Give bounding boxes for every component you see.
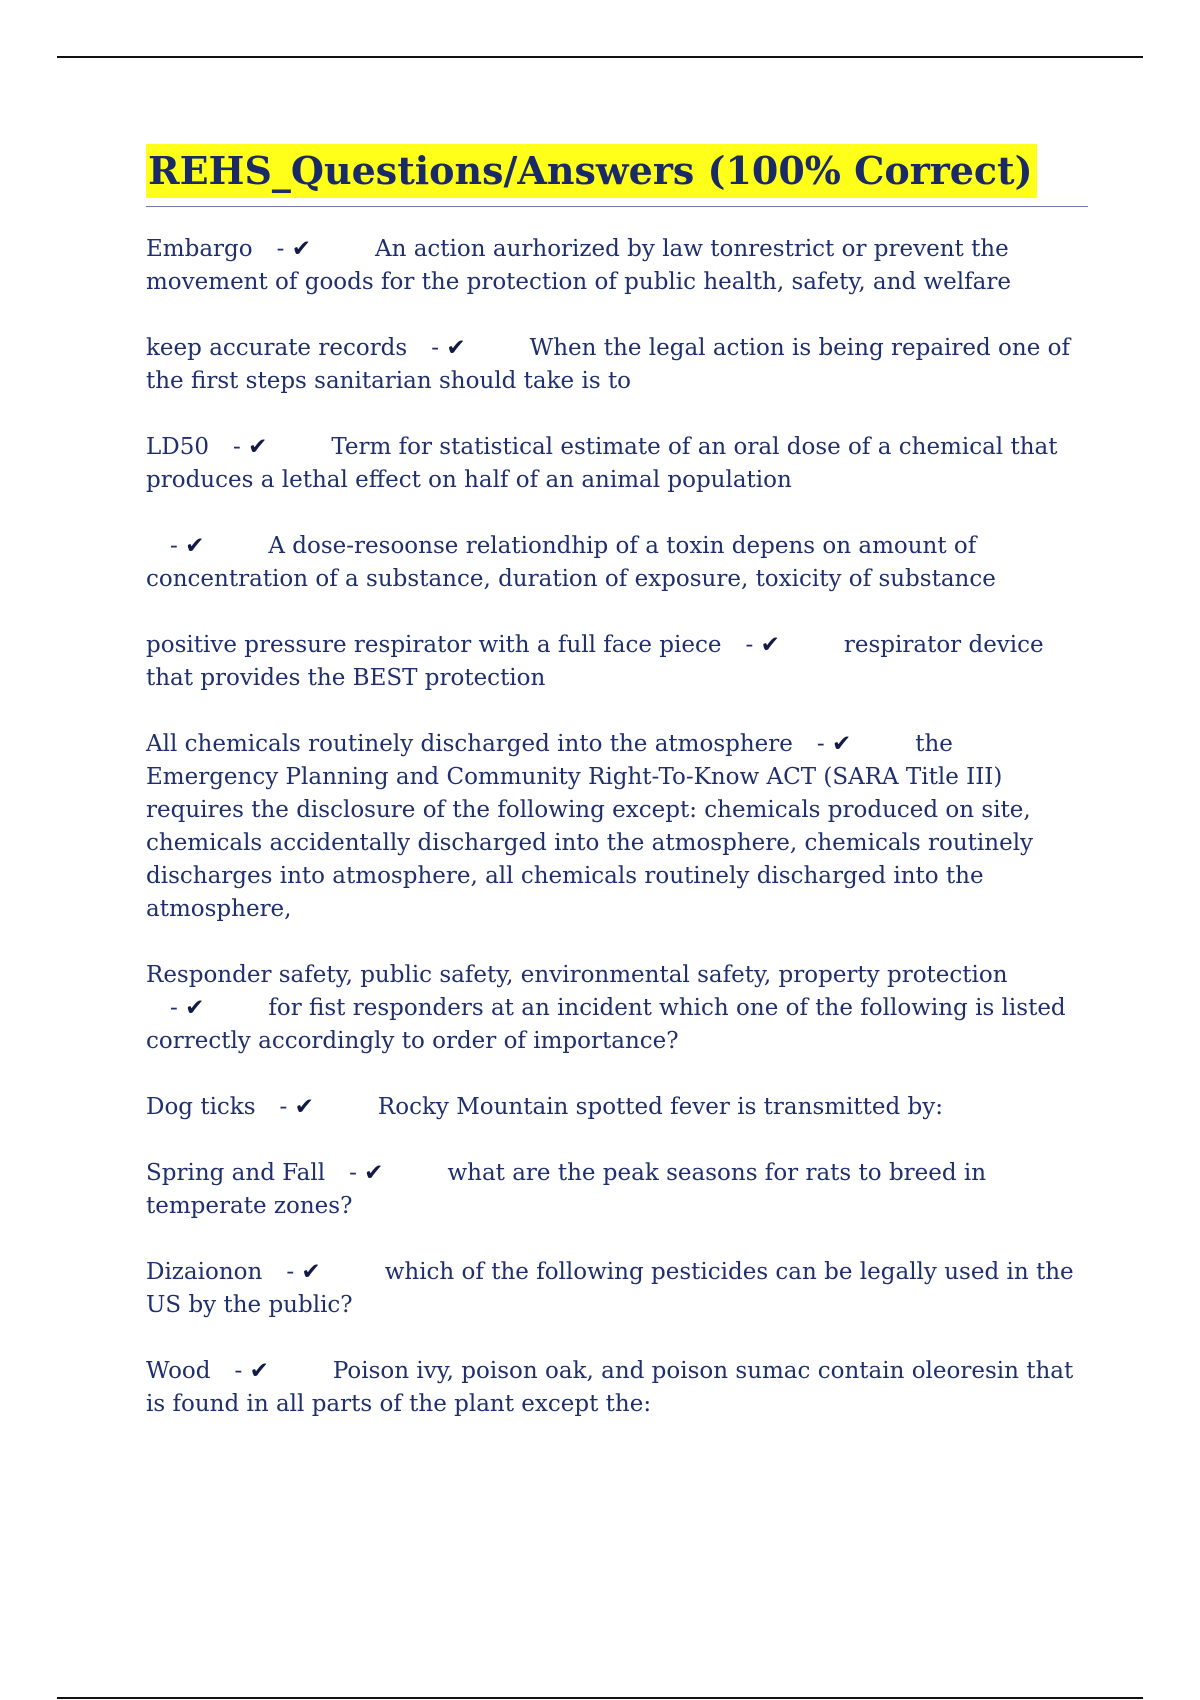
question-text: the Emergency Planning and Community Right-To-Know ACT (SARA Title III) requires the disclosure of the following except: chemicals produced on site, chemicals accidentally discharged into the atmosphere, chemicals routinely discharges into atmosphere, all chemicals routinely discharged into the atmosphere, (146, 731, 1034, 922)
qa-item (146, 431, 1088, 497)
qa-item (146, 1157, 1088, 1223)
question-text: A dose-resoonse relationdhip of a toxin depens on amount of concentration of a substance, duration of exposure, toxicity of substance (146, 533, 996, 592)
separator: - ✔ (276, 236, 311, 262)
bottom-rule (57, 1697, 1143, 1699)
checkmark-icon: ✔ (185, 995, 205, 1021)
top-rule (57, 56, 1143, 58)
qa-item (146, 1256, 1088, 1322)
qa-item (146, 233, 1088, 299)
question-text: respirator device that provides the BEST protection (146, 632, 1044, 691)
separator: - ✔ (279, 1094, 314, 1120)
question-text: Term for statistical estimate of an oral dose of a chemical that produces a lethal effect on half of an animal population (146, 434, 1058, 493)
answer-term: keep accurate records (146, 335, 408, 361)
qa-item (146, 959, 1088, 1058)
qa-item (146, 1091, 1088, 1124)
question-text: what are the peak seasons for rats to breed in temperate zones? (146, 1160, 987, 1219)
qa-item (146, 728, 1088, 926)
question-text: which of the following pesticides can be legally used in the US by the public? (146, 1259, 1074, 1318)
checkmark-icon: ✔ (760, 632, 780, 658)
checkmark-icon: ✔ (301, 1259, 321, 1285)
separator: - ✔ (234, 1358, 269, 1384)
document-body (146, 144, 1088, 1454)
separator: - ✔ (745, 632, 780, 658)
answer-term: All chemicals routinely discharged into the atmosphere (146, 731, 793, 757)
question-text: When the legal action is being repaired one of the first steps sanitarian should take is to (146, 335, 1070, 394)
answer-term: LD50 (146, 434, 209, 460)
separator: - ✔ (170, 533, 205, 559)
answer-term: Dizaionon (146, 1259, 263, 1285)
qa-item (146, 1355, 1088, 1421)
question-text: Poison ivy, poison oak, and poison sumac contain oleoresin that is found in all parts of the plant except the: (146, 1358, 1074, 1417)
answer-term: Dog ticks (146, 1094, 256, 1120)
qa-item (146, 332, 1088, 398)
checkmark-icon: ✔ (364, 1160, 384, 1186)
separator: - ✔ (170, 995, 205, 1021)
qa-list (146, 233, 1088, 1421)
checkmark-icon: ✔ (185, 533, 205, 559)
question-text: An action aurhorized by law tonrestrict or prevent the movement of goods for the protection of public health, safety, and welfare (146, 236, 1011, 295)
answer-term: Responder safety, public safety, environmental safety, property protection (146, 962, 1008, 988)
answer-term: Spring and Fall (146, 1160, 326, 1186)
separator: - ✔ (349, 1160, 384, 1186)
separator: - ✔ (286, 1259, 321, 1285)
checkmark-icon: ✔ (294, 1094, 314, 1120)
checkmark-icon: ✔ (291, 236, 311, 262)
page-title: REHS_Questions/Answers (100% Correct) (146, 144, 1037, 198)
answer-term: Wood (146, 1358, 211, 1384)
separator: - ✔ (232, 434, 268, 460)
qa-item (146, 629, 1088, 695)
answer-term: positive pressure respirator with a full face piece (146, 632, 722, 658)
qa-item (146, 530, 1088, 596)
checkmark-icon: ✔ (446, 335, 466, 361)
checkmark-icon: ✔ (249, 1358, 269, 1384)
question-text: for fist responders at an incident which one of the following is listed correctly accordingly to order of importance? (146, 995, 1066, 1054)
question-text: Rocky Mountain spotted fever is transmitted by: (377, 1094, 944, 1120)
answer-term: Embargo (146, 236, 253, 262)
checkmark-icon: ✔ (831, 731, 852, 757)
title-block (146, 144, 1088, 207)
separator: - ✔ (816, 731, 852, 757)
separator: - ✔ (431, 335, 466, 361)
checkmark-icon: ✔ (248, 434, 268, 460)
